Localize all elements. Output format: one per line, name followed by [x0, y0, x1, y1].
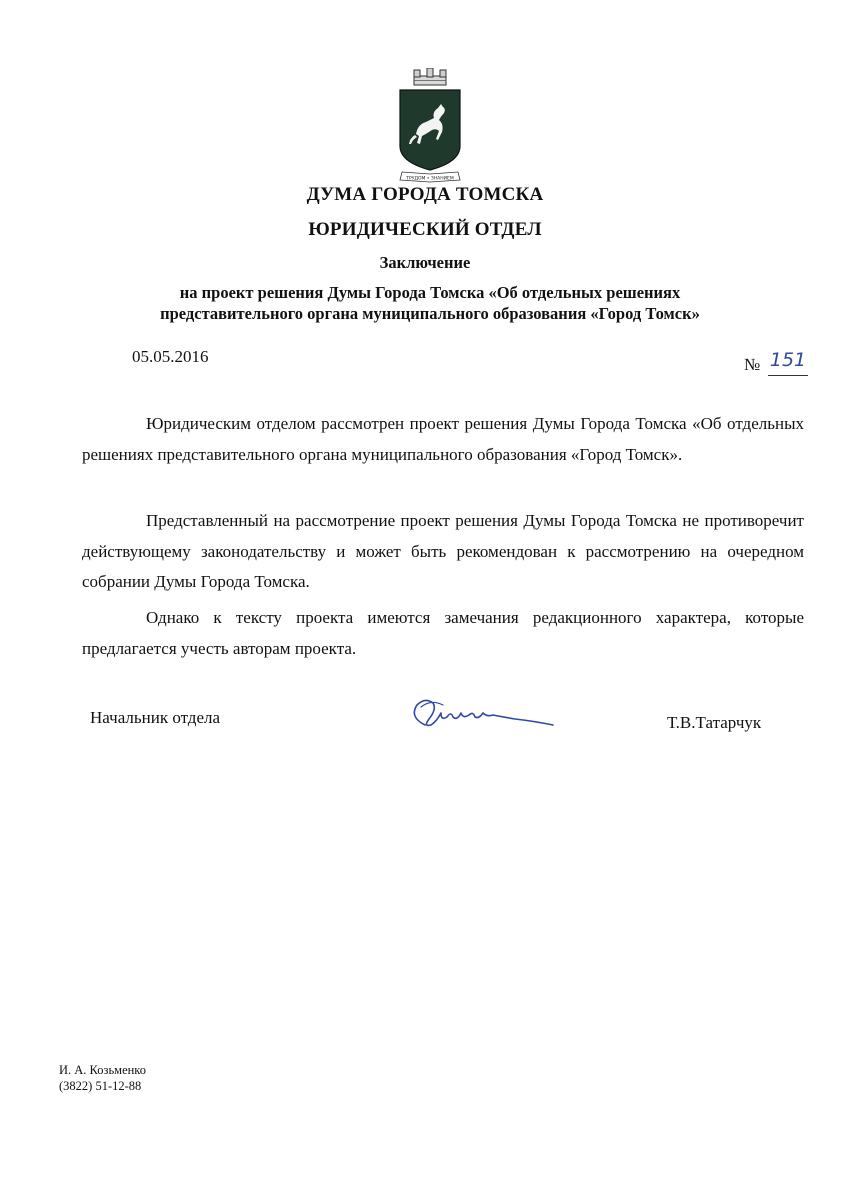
subject-line-2: представительного органа муниципального образования «Город Томск» — [160, 304, 700, 323]
number-label: № — [744, 355, 761, 374]
signatory-position: Начальник отдела — [90, 708, 221, 727]
body-paragraph: Представленный на рассмотрение проект решения Думы Города Томска не противоречит действующему законодательству и может быть рекомендован к рассмотрению на очередном собрании Думы Города Томска. — [82, 511, 804, 591]
organization-title: ДУМА ГОРОДА ТОМСКА — [306, 184, 544, 205]
crown-icon — [414, 68, 446, 85]
executor-name: И. А. Козьменко — [59, 1063, 146, 1077]
document-subject — [110, 282, 750, 324]
subject-line-1: на проект решения Думы Города Томска «Об отдельных решениях — [179, 283, 681, 302]
body-paragraph: Однако к тексту проекта имеются замечания редакционного характера, которые предлагается учесть авторам проекта. — [82, 608, 804, 658]
handwritten-signature-icon — [403, 695, 555, 733]
document-type: Заключение — [379, 253, 471, 272]
document-number: 151 — [768, 349, 808, 376]
executor-phone: (3822) 51-12-88 — [59, 1079, 142, 1093]
emblem-motto: ТРУДОМ • ЗНАНИЕМ — [406, 176, 454, 182]
signatory-name: Т.В.Татарчук — [667, 713, 762, 732]
department-title: ЮРИДИЧЕСКИЙ ОТДЕЛ — [308, 219, 542, 240]
body-paragraph: Юридическим отделом рассмотрен проект решения Думы Города Томска «Об отдельных решениях представительного органа муниципального образования «Город Томск». — [82, 414, 804, 464]
executor-info — [59, 1062, 146, 1094]
coat-of-arms-icon — [394, 68, 466, 186]
document-date: 05.05.2016 — [132, 347, 209, 366]
